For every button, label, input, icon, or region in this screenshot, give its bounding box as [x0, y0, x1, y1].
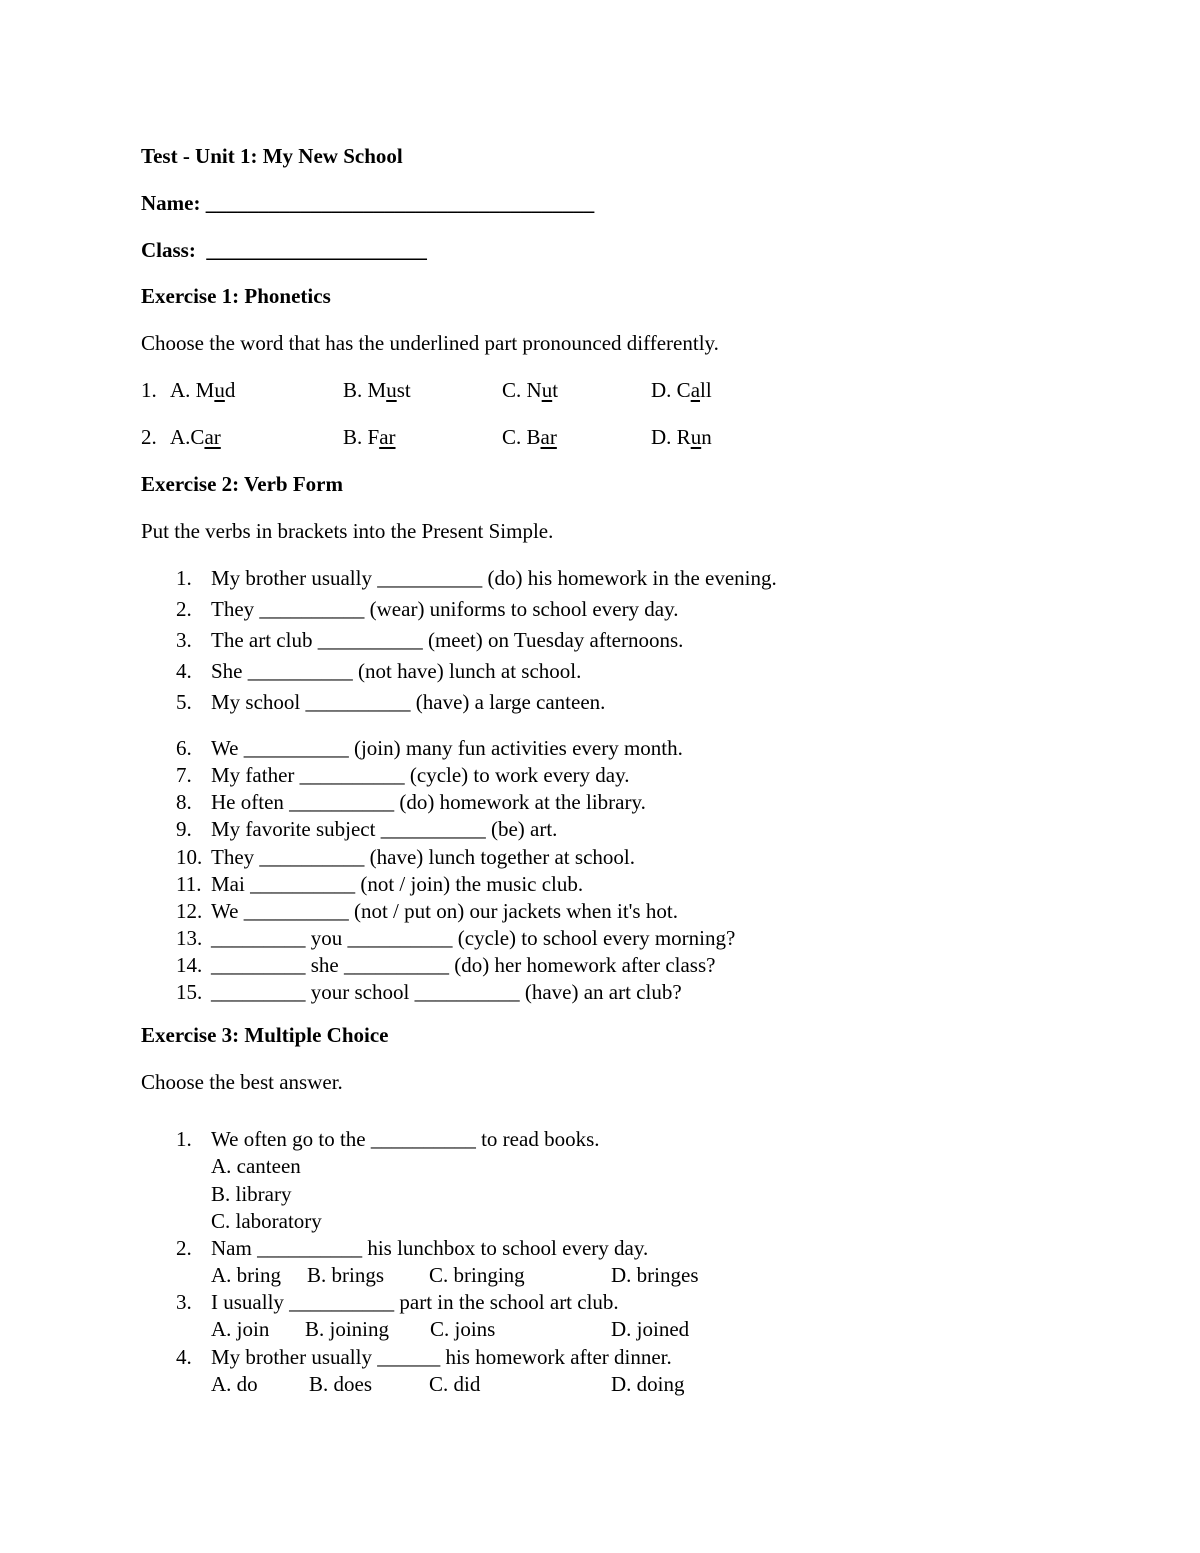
question-number: 1. [141, 378, 157, 402]
option-c: C. bringing [429, 1263, 525, 1287]
exercise-2-instruction: Put the verbs in brackets into the Present Simple. [141, 519, 554, 543]
option-d: D. Run [651, 425, 712, 449]
option-d: D. doing [611, 1372, 685, 1396]
option-d: D. bringes [611, 1263, 699, 1287]
question-text: Nam __________ his lunchbox to school every day. [211, 1236, 649, 1260]
question-text: My brother usually ______ his homework after dinner. [211, 1345, 672, 1369]
option-b: B. joining [305, 1317, 390, 1341]
name-field-label: Name: _____________________________________ [141, 191, 595, 215]
exercise-1-heading: Exercise 1: Phonetics [141, 284, 331, 308]
exercise-2-heading: Exercise 2: Verb Form [141, 472, 343, 496]
option-b: B. does [309, 1372, 372, 1396]
exercise-3-heading: Exercise 3: Multiple Choice [141, 1023, 389, 1047]
option-c: C. did [429, 1372, 481, 1396]
option-b: B. Far [343, 425, 396, 449]
option-b: B. brings [307, 1263, 385, 1287]
page-title: Test - Unit 1: My New School [141, 144, 403, 168]
class-field-label: Class: _____________________ [141, 238, 427, 262]
option-a: A. bring [211, 1263, 281, 1287]
option-c: C. Bar [502, 425, 557, 449]
option-a: A. Mud [170, 378, 236, 402]
question-number: 2. [141, 425, 157, 449]
exercise-3-instruction: Choose the best answer. [141, 1070, 343, 1094]
exercise-1-instruction: Choose the word that has the underlined part pronounced differently. [141, 331, 719, 355]
question-text: I usually __________ part in the school art club. [211, 1290, 619, 1314]
option-b: B. Must [343, 378, 411, 402]
option-a: A. join [211, 1317, 270, 1341]
question-text: We often go to the __________ to read books. [211, 1127, 600, 1151]
option-a: A. do [211, 1372, 258, 1396]
option-b: B. library [211, 1182, 292, 1206]
worksheet-page: Test - Unit 1: My New School Name: _____________________________________ Class: _____________________ Exercise 1: Phonetics Choose the word that has the underlined part pronounced differently. 1. A. Mud B. Must C. Nut D. Call 2. A.Car B. Far C. Bar D. Run Exercise 2: Verb Form Put the verbs in brackets into the Present Simple. 1. My brother usually __________ (do) his homework in the evening. 2. They __________ (wear) uniforms to school every day. 3. The art club __________ (meet) on Tuesday afternoons. 4. She __________ (not have) lunch at school. 5. My school __________ (have) a large canteen. 6. We __________ (join) many fun activities every month. 7. My father __________ (cycle) to work every day. 8. He often __________ (do) homework at the library. 9. My favorite subject __________ (be) art. 10. They __________ (have) lunch together at school. 11. Mai __________ (not / join) the music club. 12. We __________ (not / put on) our jackets when it's hot. 13. _________ you __________ (cycle) to school every morning? 14. _________ she __________ (do) her homework after class? 15. _________ your school __________ (have) an art club? Exercise 3: Multiple Choice Choose the best answer. 1. We often go to the __________ to read books. A. canteen B. library C. laboratory 2. Nam __________ his lunchbox to school every day. A. bring B. brings C. bringing D. bringes 3. I usually __________ part in the school art club. A. join B. joining C. joins D. joined 4. My brother usually ______ his homework after dinner. A. do B. does C. did D. doing [141, 144, 777, 1396]
option-d: D. Call [651, 378, 712, 402]
option-c: C. Nut [502, 378, 559, 402]
option-d: D. joined [611, 1317, 690, 1341]
option-c: C. laboratory [211, 1209, 322, 1233]
option-a: A. canteen [211, 1154, 301, 1178]
option-a: A.Car [170, 425, 221, 449]
option-c: C. joins [430, 1317, 496, 1341]
